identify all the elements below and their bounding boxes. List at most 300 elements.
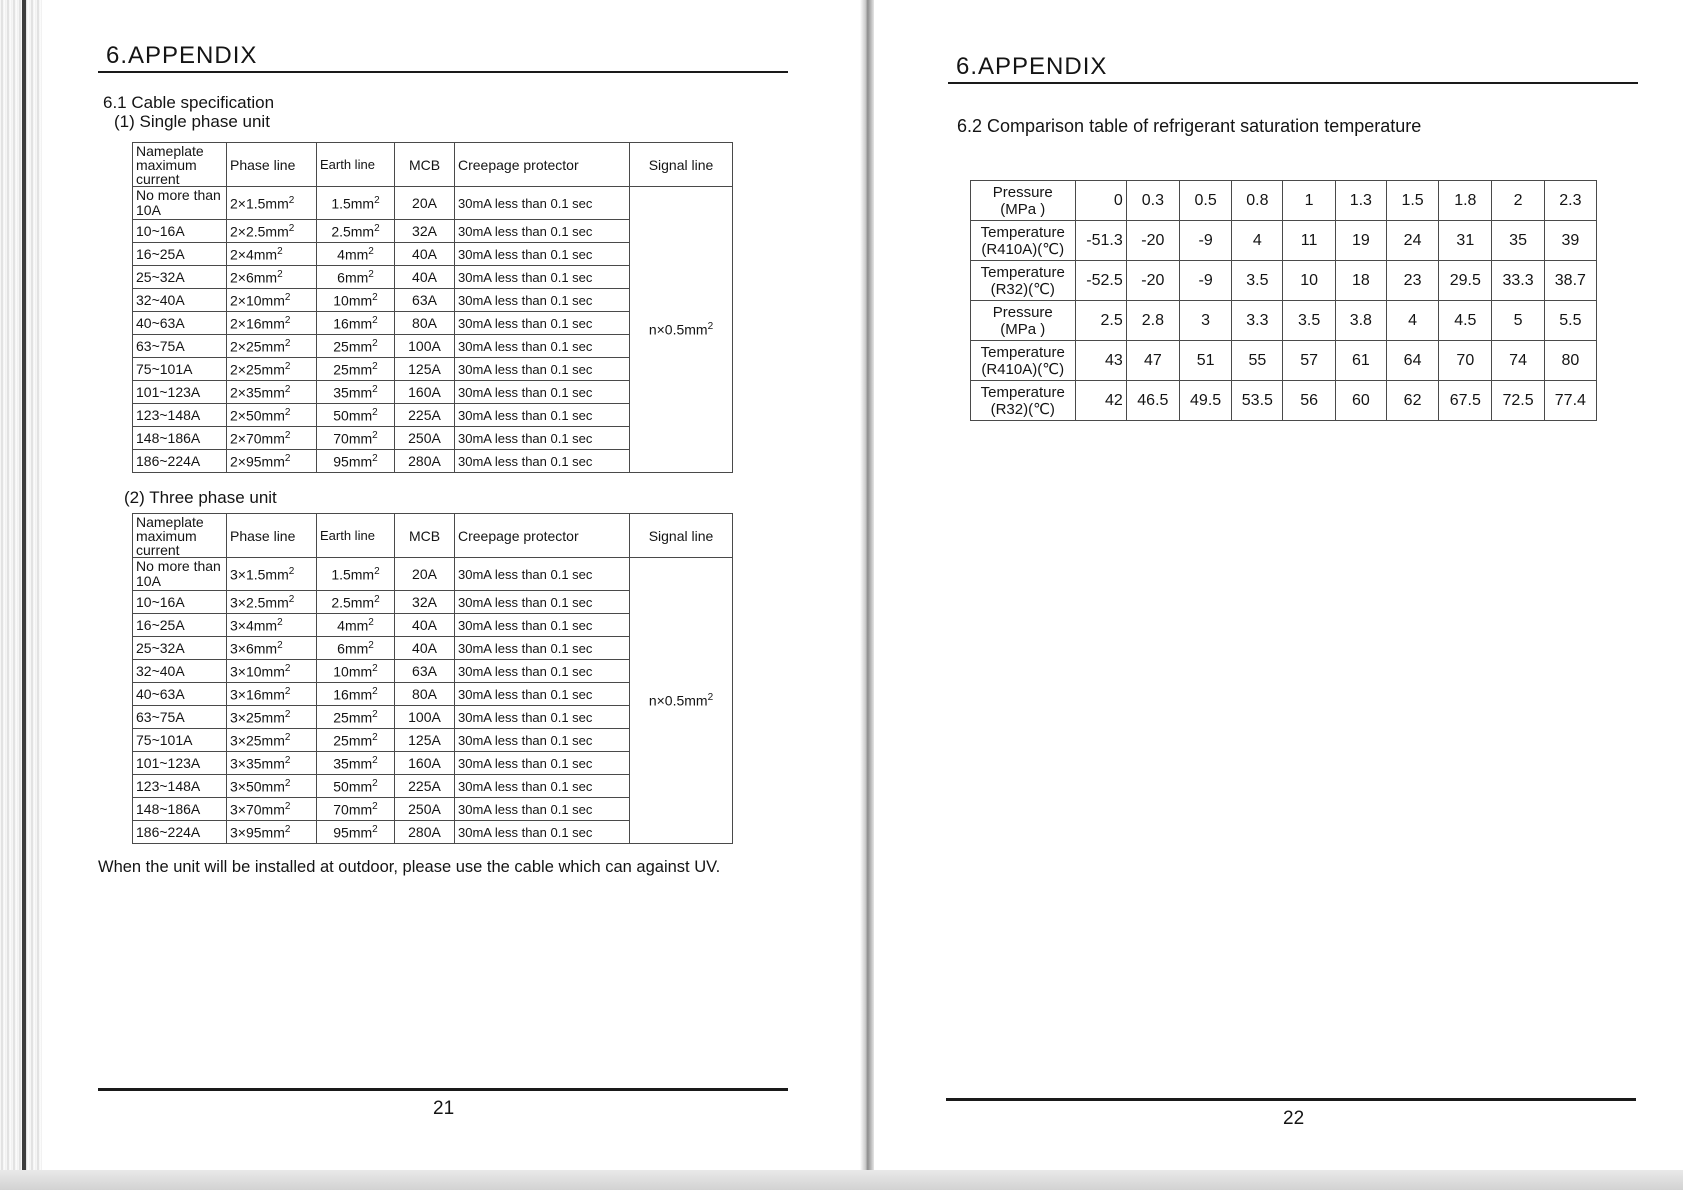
value-cell: 57 xyxy=(1283,341,1335,381)
value-cell: 0.5 xyxy=(1179,181,1231,221)
creepage-cell: 30mA less than 0.1 sec xyxy=(455,312,630,335)
cell-text: 2.5mm xyxy=(331,223,375,240)
mcb-cell: 20A xyxy=(395,187,455,220)
cell-text: 3×25mm xyxy=(230,732,285,749)
right-heading-rule xyxy=(948,82,1638,84)
value-cell: 1.5 xyxy=(1386,181,1438,221)
value-cell: -9 xyxy=(1179,261,1231,301)
value-cell: 2.3 xyxy=(1544,181,1596,221)
value-cell: 3.5 xyxy=(1283,301,1335,341)
row-label-line: (MPa ) xyxy=(1000,200,1046,218)
superscript: 2 xyxy=(284,823,291,835)
superscript: 2 xyxy=(284,360,291,372)
phase-line-cell xyxy=(227,660,317,683)
mcb-cell: 160A xyxy=(395,752,455,775)
value-cell: 1.8 xyxy=(1439,181,1492,221)
earth-line-cell xyxy=(317,450,395,473)
row-label-line: Pressure xyxy=(992,303,1053,321)
value-cell: 4 xyxy=(1232,221,1283,261)
cell-text: 16mm xyxy=(333,686,373,703)
table-row xyxy=(133,187,733,220)
header-nameplate-line: current xyxy=(136,171,180,187)
cell-text: 2×25mm xyxy=(230,361,285,378)
single-phase-table xyxy=(132,142,733,473)
superscript: 2 xyxy=(284,314,291,326)
cell-text: 2×10mm xyxy=(230,292,285,309)
cell-text: 3×6mm xyxy=(230,640,278,657)
left-footer-rule xyxy=(98,1088,788,1091)
row-label-line: (R410A)(℃) xyxy=(981,240,1065,258)
cell-text: 16mm xyxy=(333,315,373,332)
phase-line-cell xyxy=(227,775,317,798)
value-cell: 29.5 xyxy=(1439,261,1492,301)
value-cell: -52.5 xyxy=(1075,261,1126,301)
header-phase-line: Phase line xyxy=(227,143,317,187)
cell-text: 2×25mm xyxy=(230,338,285,355)
value-cell: 56 xyxy=(1283,381,1335,421)
three-phase-table xyxy=(132,513,733,844)
right-page-heading: 6.APPENDIX xyxy=(956,53,1108,80)
cell-text: 10mm xyxy=(333,663,373,680)
mcb-cell: 225A xyxy=(395,404,455,427)
creepage-cell: 30mA less than 0.1 sec xyxy=(455,729,630,752)
cell-text: 3×1.5mm xyxy=(230,566,289,583)
current-cell: 25~32A xyxy=(133,637,227,660)
value-cell: 35 xyxy=(1492,221,1544,261)
saturation-temperature-table xyxy=(970,180,1597,421)
table-row xyxy=(971,181,1597,221)
value-cell: 5 xyxy=(1492,301,1544,341)
value-cell: 5.5 xyxy=(1544,301,1596,341)
value-cell: -9 xyxy=(1179,221,1231,261)
row-label-line: Temperature xyxy=(980,263,1065,281)
cell-text: 6mm xyxy=(337,269,369,286)
cell-text: 25mm xyxy=(333,732,373,749)
cell-text: 2×70mm xyxy=(230,430,285,447)
value-cell: 3.8 xyxy=(1335,301,1386,341)
cell-text: 1.5mm xyxy=(331,566,375,583)
superscript: 2 xyxy=(372,337,378,349)
phase-line-cell xyxy=(227,614,317,637)
table-row xyxy=(971,301,1597,341)
outdoor-uv-note: When the unit will be installed at outdoor, please use the cable which can against UV. xyxy=(98,858,721,876)
creepage-cell: 30mA less than 0.1 sec xyxy=(455,427,630,450)
phase-line-cell xyxy=(227,450,317,473)
earth-line-cell xyxy=(317,660,395,683)
value-cell: 77.4 xyxy=(1544,381,1596,421)
creepage-cell: 30mA less than 0.1 sec xyxy=(455,558,630,591)
row-label-line: (R32)(℃) xyxy=(990,280,1055,298)
cell-text: 3×50mm xyxy=(230,778,285,795)
cable-spec-title: 6.1 Cable specification xyxy=(103,93,275,112)
phase-line-cell xyxy=(227,404,317,427)
header-nameplate-line: current xyxy=(136,542,180,558)
phase-line-cell xyxy=(227,266,317,289)
cell-text: 3×25mm xyxy=(230,709,285,726)
current-cell: 25~32A xyxy=(133,266,227,289)
superscript: 2 xyxy=(372,708,378,720)
left-page-heading: 6.APPENDIX xyxy=(106,42,258,69)
mcb-cell: 225A xyxy=(395,775,455,798)
cell-text: 3×4mm xyxy=(230,617,278,634)
earth-line-cell xyxy=(317,266,395,289)
current-cell: 10~16A xyxy=(133,591,227,614)
cell-text: 70mm xyxy=(333,430,373,447)
row-label xyxy=(971,341,1076,381)
superscript: 2 xyxy=(284,662,291,674)
cell-text: 3×16mm xyxy=(230,686,285,703)
value-cell: 55 xyxy=(1232,341,1283,381)
row-label-line: Pressure xyxy=(992,183,1053,201)
cell-text: 1.5mm xyxy=(331,195,375,212)
header-mcb: MCB xyxy=(395,143,455,187)
value-cell: 46.5 xyxy=(1126,381,1179,421)
earth-line-cell xyxy=(317,312,395,335)
cell-text: 3×70mm xyxy=(230,801,285,818)
single-header-row xyxy=(133,143,733,187)
cell-text: 2×2.5mm xyxy=(230,223,289,240)
page-bottom-edge xyxy=(0,1170,1683,1190)
current-cell: 75~101A xyxy=(133,729,227,752)
earth-line-cell xyxy=(317,289,395,312)
current-cell: 63~75A xyxy=(133,335,227,358)
row-label-line: Temperature xyxy=(980,383,1065,401)
value-cell: 51 xyxy=(1179,341,1231,381)
binding-edge xyxy=(0,0,42,1190)
superscript: 2 xyxy=(372,754,378,766)
mcb-cell: 40A xyxy=(395,243,455,266)
superscript: 2 xyxy=(372,800,378,812)
cell-text: 2×4mm xyxy=(230,246,278,263)
superscript: 2 xyxy=(374,222,380,234)
header-earth-line: Earth line xyxy=(317,143,395,187)
superscript: 2 xyxy=(372,731,378,743)
value-cell: 11 xyxy=(1283,221,1335,261)
creepage-cell: 30mA less than 0.1 sec xyxy=(455,404,630,427)
current-cell: No more than 10A xyxy=(133,187,227,220)
cell-text: 70mm xyxy=(333,801,373,818)
row-label xyxy=(971,301,1076,341)
value-cell: -20 xyxy=(1126,221,1179,261)
header-nameplate xyxy=(133,514,227,558)
creepage-cell: 30mA less than 0.1 sec xyxy=(455,660,630,683)
creepage-cell: 30mA less than 0.1 sec xyxy=(455,798,630,821)
page-number-21: 21 xyxy=(433,1098,455,1119)
mcb-cell: 250A xyxy=(395,427,455,450)
earth-line-cell xyxy=(317,220,395,243)
earth-line-cell xyxy=(317,821,395,844)
phase-line-cell xyxy=(227,187,317,220)
earth-line-cell xyxy=(317,358,395,381)
superscript: 2 xyxy=(277,245,283,257)
phase-line-cell xyxy=(227,335,317,358)
creepage-cell: 30mA less than 0.1 sec xyxy=(455,614,630,637)
superscript: 2 xyxy=(368,245,374,257)
current-cell: 123~148A xyxy=(133,404,227,427)
value-cell: 10 xyxy=(1283,261,1335,301)
mcb-cell: 80A xyxy=(395,312,455,335)
row-label-line: (R32)(℃) xyxy=(990,400,1055,418)
value-cell: 38.7 xyxy=(1544,261,1596,301)
creepage-cell: 30mA less than 0.1 sec xyxy=(455,775,630,798)
row-label xyxy=(971,381,1076,421)
three-phase-title: (2) Three phase unit xyxy=(124,488,277,507)
value-cell: 64 xyxy=(1386,341,1438,381)
current-cell: 186~224A xyxy=(133,450,227,473)
value-cell: 3 xyxy=(1179,301,1231,341)
value-cell: 61 xyxy=(1335,341,1386,381)
current-cell: 32~40A xyxy=(133,289,227,312)
value-cell: 53.5 xyxy=(1232,381,1283,421)
current-cell: 101~123A xyxy=(133,752,227,775)
mcb-cell: 250A xyxy=(395,798,455,821)
current-cell: 40~63A xyxy=(133,312,227,335)
creepage-cell: 30mA less than 0.1 sec xyxy=(455,381,630,404)
value-cell: 60 xyxy=(1335,381,1386,421)
value-cell: 23 xyxy=(1386,261,1438,301)
earth-line-cell xyxy=(317,706,395,729)
phase-line-cell xyxy=(227,752,317,775)
header-mcb: MCB xyxy=(395,514,455,558)
value-cell: 74 xyxy=(1492,341,1544,381)
superscript: 2 xyxy=(372,777,378,789)
table-row xyxy=(971,341,1597,381)
value-cell: 42 xyxy=(1075,381,1126,421)
superscript: 2 xyxy=(284,708,291,720)
cell-text: 3×2.5mm xyxy=(230,594,289,611)
three-header-row xyxy=(133,514,733,558)
cell-text: 35mm xyxy=(333,384,373,401)
phase-line-cell xyxy=(227,558,317,591)
right-footer-rule xyxy=(946,1098,1636,1101)
cell-text: 25mm xyxy=(333,709,373,726)
value-cell: 0.3 xyxy=(1126,181,1179,221)
phase-line-cell xyxy=(227,312,317,335)
current-cell: 148~186A xyxy=(133,798,227,821)
mcb-cell: 32A xyxy=(395,591,455,614)
signal-line-cell xyxy=(630,187,733,473)
value-cell: 0 xyxy=(1075,181,1126,221)
phase-line-cell xyxy=(227,798,317,821)
phase-line-cell xyxy=(227,427,317,450)
superscript: 2 xyxy=(374,593,380,605)
superscript: 2 xyxy=(372,662,378,674)
cell-text: 3×35mm xyxy=(230,755,285,772)
row-label-line: (MPa ) xyxy=(1000,320,1046,338)
phase-line-cell xyxy=(227,358,317,381)
cell-text: n×0.5mm xyxy=(648,692,708,709)
value-cell: 4.5 xyxy=(1439,301,1492,341)
superscript: 2 xyxy=(707,321,714,333)
phase-line-cell xyxy=(227,220,317,243)
superscript: 2 xyxy=(284,383,291,395)
creepage-cell: 30mA less than 0.1 sec xyxy=(455,266,630,289)
current-cell: No more than 10A xyxy=(133,558,227,591)
mcb-cell: 20A xyxy=(395,558,455,591)
mcb-cell: 125A xyxy=(395,729,455,752)
superscript: 2 xyxy=(374,194,380,206)
value-cell: 2.8 xyxy=(1126,301,1179,341)
superscript: 2 xyxy=(284,406,291,418)
creepage-cell: 30mA less than 0.1 sec xyxy=(455,706,630,729)
earth-line-cell xyxy=(317,729,395,752)
value-cell: 3.5 xyxy=(1232,261,1283,301)
row-label xyxy=(971,261,1076,301)
earth-line-cell xyxy=(317,752,395,775)
current-cell: 32~40A xyxy=(133,660,227,683)
creepage-cell: 30mA less than 0.1 sec xyxy=(455,591,630,614)
row-label xyxy=(971,181,1076,221)
value-cell: 33.3 xyxy=(1492,261,1544,301)
cell-text: 2×50mm xyxy=(230,407,285,424)
mcb-cell: 63A xyxy=(395,660,455,683)
current-cell: 16~25A xyxy=(133,614,227,637)
value-cell: 49.5 xyxy=(1179,381,1231,421)
cell-text: 2×1.5mm xyxy=(230,195,289,212)
row-label-line: Temperature xyxy=(980,223,1065,241)
earth-line-cell xyxy=(317,614,395,637)
cell-text: 10mm xyxy=(333,292,373,309)
phase-line-cell xyxy=(227,381,317,404)
cell-text: 50mm xyxy=(333,778,373,795)
superscript: 2 xyxy=(372,291,378,303)
mcb-cell: 63A xyxy=(395,289,455,312)
value-cell: 39 xyxy=(1544,221,1596,261)
cell-text: 3×95mm xyxy=(230,824,285,841)
value-cell: 62 xyxy=(1386,381,1438,421)
earth-line-cell xyxy=(317,558,395,591)
superscript: 2 xyxy=(284,800,291,812)
cell-text: 2×95mm xyxy=(230,453,285,470)
cell-text: 2×16mm xyxy=(230,315,285,332)
header-signal-line: Signal line xyxy=(630,143,733,187)
superscript: 2 xyxy=(372,406,378,418)
value-cell: 72.5 xyxy=(1492,381,1544,421)
value-cell: 1.3 xyxy=(1335,181,1386,221)
table-row xyxy=(971,381,1597,421)
current-cell: 75~101A xyxy=(133,358,227,381)
superscript: 2 xyxy=(372,383,378,395)
value-cell: 80 xyxy=(1544,341,1596,381)
mcb-cell: 280A xyxy=(395,450,455,473)
mcb-cell: 125A xyxy=(395,358,455,381)
phase-line-cell xyxy=(227,706,317,729)
earth-line-cell xyxy=(317,381,395,404)
superscript: 2 xyxy=(372,429,378,441)
value-cell: 3.3 xyxy=(1232,301,1283,341)
row-label-line: (R410A)(℃) xyxy=(981,360,1065,378)
mcb-cell: 80A xyxy=(395,683,455,706)
mcb-cell: 40A xyxy=(395,614,455,637)
cell-text: n×0.5mm xyxy=(648,321,708,338)
superscript: 2 xyxy=(707,692,714,704)
superscript: 2 xyxy=(277,616,283,628)
header-creepage: Creepage protector xyxy=(455,514,630,558)
superscript: 2 xyxy=(372,685,378,697)
book-gutter xyxy=(860,0,874,1170)
creepage-cell: 30mA less than 0.1 sec xyxy=(455,821,630,844)
creepage-cell: 30mA less than 0.1 sec xyxy=(455,752,630,775)
earth-line-cell xyxy=(317,637,395,660)
table-row xyxy=(133,558,733,591)
cell-text: 25mm xyxy=(333,361,373,378)
creepage-cell: 30mA less than 0.1 sec xyxy=(455,243,630,266)
superscript: 2 xyxy=(368,268,374,280)
cell-text: 6mm xyxy=(337,640,369,657)
superscript: 2 xyxy=(288,565,295,577)
cell-text: 50mm xyxy=(333,407,373,424)
value-cell: -20 xyxy=(1126,261,1179,301)
row-label xyxy=(971,221,1076,261)
creepage-cell: 30mA less than 0.1 sec xyxy=(455,450,630,473)
mcb-cell: 100A xyxy=(395,335,455,358)
table-row xyxy=(971,261,1597,301)
superscript: 2 xyxy=(372,823,378,835)
header-phase-line: Phase line xyxy=(227,514,317,558)
value-cell: 1 xyxy=(1283,181,1335,221)
superscript: 2 xyxy=(284,337,291,349)
cell-text: 35mm xyxy=(333,755,373,772)
superscript: 2 xyxy=(288,222,295,234)
creepage-cell: 30mA less than 0.1 sec xyxy=(455,220,630,243)
earth-line-cell xyxy=(317,427,395,450)
superscript: 2 xyxy=(368,639,374,651)
earth-line-cell xyxy=(317,775,395,798)
cell-text: 3×10mm xyxy=(230,663,285,680)
superscript: 2 xyxy=(284,291,291,303)
value-cell: 2 xyxy=(1492,181,1544,221)
superscript: 2 xyxy=(284,777,291,789)
cell-text: 2.5mm xyxy=(331,594,375,611)
phase-line-cell xyxy=(227,821,317,844)
phase-line-cell xyxy=(227,243,317,266)
value-cell: -51.3 xyxy=(1075,221,1126,261)
signal-line-cell xyxy=(630,558,733,844)
value-cell: 31 xyxy=(1439,221,1492,261)
header-creepage: Creepage protector xyxy=(455,143,630,187)
header-nameplate-line: maximum xyxy=(136,528,197,544)
superscript: 2 xyxy=(288,593,295,605)
current-cell: 63~75A xyxy=(133,706,227,729)
creepage-cell: 30mA less than 0.1 sec xyxy=(455,358,630,381)
earth-line-cell xyxy=(317,798,395,821)
superscript: 2 xyxy=(368,616,374,628)
creepage-cell: 30mA less than 0.1 sec xyxy=(455,637,630,660)
mcb-cell: 100A xyxy=(395,706,455,729)
left-heading-rule xyxy=(98,71,788,73)
cell-text: 4mm xyxy=(337,246,369,263)
current-cell: 16~25A xyxy=(133,243,227,266)
superscript: 2 xyxy=(374,565,380,577)
phase-line-cell xyxy=(227,591,317,614)
superscript: 2 xyxy=(284,452,291,464)
superscript: 2 xyxy=(372,314,378,326)
mcb-cell: 40A xyxy=(395,266,455,289)
value-cell: 0.8 xyxy=(1232,181,1283,221)
phase-line-cell xyxy=(227,289,317,312)
header-nameplate xyxy=(133,143,227,187)
superscript: 2 xyxy=(372,452,378,464)
cell-text: 95mm xyxy=(333,824,373,841)
header-signal-line: Signal line xyxy=(630,514,733,558)
superscript: 2 xyxy=(277,268,283,280)
earth-line-cell xyxy=(317,243,395,266)
page-number-22: 22 xyxy=(1283,1108,1305,1129)
value-cell: 67.5 xyxy=(1439,381,1492,421)
superscript: 2 xyxy=(284,754,291,766)
cell-text: 4mm xyxy=(337,617,369,634)
mcb-cell: 40A xyxy=(395,637,455,660)
